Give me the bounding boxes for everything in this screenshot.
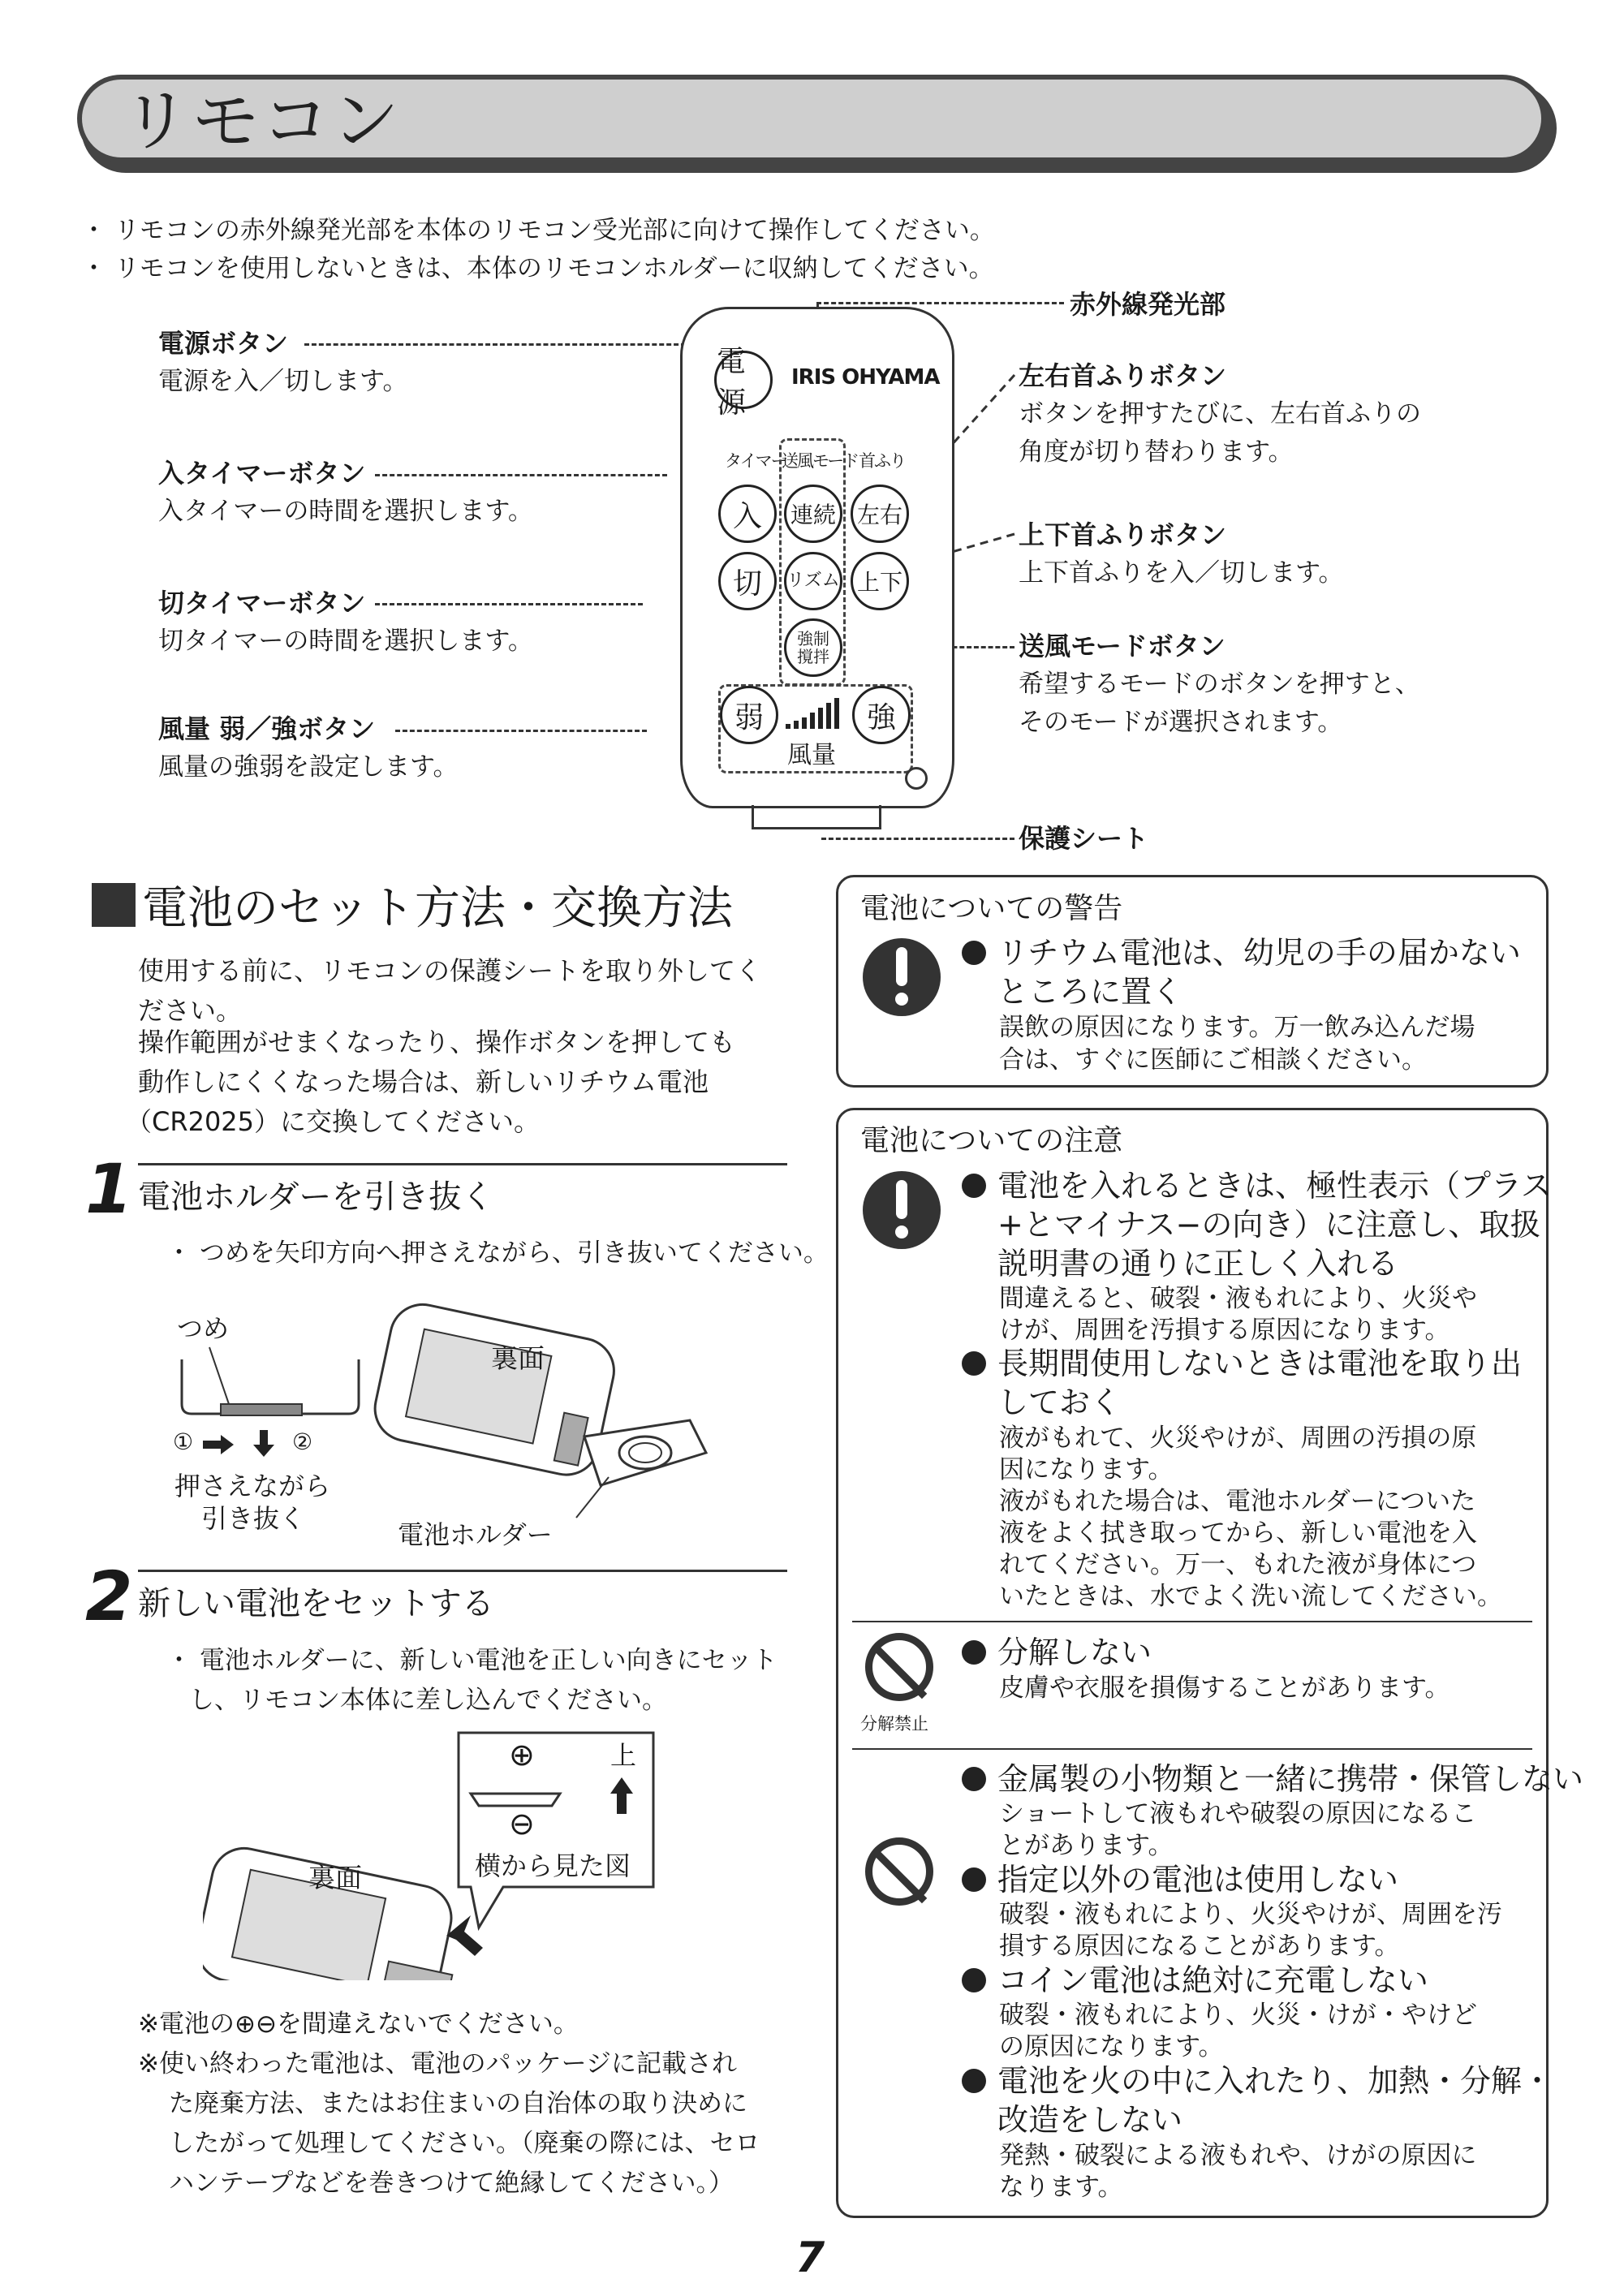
fan-label: 風量 bbox=[787, 741, 836, 769]
label-ir-title: 赤外線発光部 bbox=[1070, 289, 1226, 320]
timer-header: タイマー bbox=[725, 451, 786, 471]
label-on-timer-title: 入タイマーボタン bbox=[158, 458, 366, 489]
power-button[interactable]: 電源 bbox=[714, 351, 773, 409]
caution2-desc-2: 因になります。 bbox=[999, 1455, 1174, 1484]
fig-press-2: 引き抜く bbox=[201, 1503, 306, 1534]
note-2: ※使い終わった電池は、電池のパッケージに記載され bbox=[138, 2049, 738, 2078]
battery-section-title: 電池のセット方法・交換方法 bbox=[92, 875, 733, 943]
caution1-title-3: 説明書の通りに正しく入れる bbox=[997, 1246, 1399, 1282]
brand-logo: IRIS OHYAMA bbox=[791, 365, 940, 390]
caution2-title-2: しておく bbox=[997, 1385, 1122, 1420]
label-fan-title: 風量 弱／強ボタン bbox=[158, 713, 376, 744]
caution6-title: コイン電池は絶対に充電しない bbox=[962, 1961, 1428, 2000]
caution1-desc-1: 間違えると、破裂・液もれにより、火災や bbox=[999, 1284, 1477, 1313]
label-power-title: 電源ボタン bbox=[158, 328, 289, 359]
fan-level-icon bbox=[784, 698, 846, 730]
battery-intro-2: ださい。 bbox=[138, 995, 243, 1026]
fig-side-label: 横から見た図 bbox=[475, 1850, 631, 1881]
caution1-desc-2: けが、周囲を汚損する原因になります。 bbox=[999, 1316, 1450, 1345]
label-off-timer-title: 切タイマーボタン bbox=[158, 588, 366, 618]
label-mode-title: 送風モードボタン bbox=[1019, 631, 1226, 661]
caution3-title: 分解しない bbox=[962, 1633, 1152, 1672]
rhythm-button[interactable]: リズム bbox=[784, 552, 842, 610]
on-timer-button[interactable]: 入 bbox=[718, 485, 777, 543]
caution7-desc-1: 発熱・破裂による液もれや、けがの原因に bbox=[999, 2141, 1477, 2170]
step2-note-2: し、リモコン本体に差し込んでください。 bbox=[189, 1686, 667, 1715]
caution2-desc-4: 液をよく拭き取ってから、新しい電池を入 bbox=[999, 1518, 1477, 1548]
caution5-title: 指定以外の電池は使用しない bbox=[962, 1860, 1398, 1899]
warning-item-desc-2: 合は、すぐに医師にご相談ください。 bbox=[999, 1045, 1427, 1075]
caution7-title-2: 改造をしない bbox=[997, 2102, 1183, 2138]
warning-item-title-2: ところに置く bbox=[997, 974, 1183, 1010]
battery-intro-4: 動作しにくくなった場合は、新しいリチウム電池 bbox=[138, 1066, 709, 1097]
label-sheet-title: 保護シート bbox=[1019, 823, 1149, 854]
ir-receiver-icon bbox=[905, 767, 928, 790]
caution2-desc-1: 液がもれて、火災やけが、周囲の汚損の原 bbox=[999, 1424, 1477, 1453]
renzoku-button[interactable]: 連続 bbox=[784, 485, 842, 543]
protect-sheet bbox=[752, 805, 881, 829]
fig-circle-2: ② bbox=[292, 1428, 313, 1455]
fig-up-label: 上 bbox=[610, 1740, 637, 1771]
page-number: 7 bbox=[795, 2234, 825, 2282]
fan-weak-button[interactable]: 弱 bbox=[720, 686, 778, 744]
caution5-desc-2: 損する原因になることがあります。 bbox=[999, 1932, 1400, 1961]
label-on-timer-desc: 入タイマーの時間を選択します。 bbox=[158, 497, 533, 526]
label-power-desc: 電源を入／切します。 bbox=[158, 367, 408, 396]
note-5: ハンテープなどを巻きつけて絶縁してください。） bbox=[169, 2169, 734, 2198]
battery-intro-5: （CR2025）に交換してください。 bbox=[126, 1106, 541, 1137]
label-ud-title: 上下首ふりボタン bbox=[1019, 519, 1227, 550]
ud-swing-button[interactable]: 上下 bbox=[851, 552, 909, 610]
caution5-desc-1: 破裂・液もれにより、火災やけが、周囲を汚 bbox=[999, 1900, 1502, 1929]
step1-rule bbox=[138, 1163, 787, 1165]
warning-item-title-1: リチウム電池は、幼児の手の届かない bbox=[962, 933, 1521, 972]
caution1-title-2: +とマイナス−の向き）に注意し、取扱 bbox=[997, 1207, 1541, 1243]
fig-tsume-label: つめ bbox=[177, 1313, 230, 1344]
caution6-desc-2: の原因になります。 bbox=[999, 2032, 1224, 2061]
note-4: したがって処理してください。（廃棄の際には、セロ bbox=[169, 2129, 760, 2158]
page-title: リモコン bbox=[122, 81, 402, 161]
caution7-desc-2: なります。 bbox=[999, 2173, 1123, 2202]
caution-box-title: 電池についての注意 bbox=[860, 1124, 1123, 1157]
caution2-desc-5: れてください。万一、もれた液が身体につ bbox=[999, 1550, 1477, 1579]
label-ud-desc: 上下首ふりを入／切します。 bbox=[1019, 558, 1344, 588]
note-3: た廃棄方法、またはお住まいの自治体の取り決めに bbox=[169, 2089, 747, 2118]
label-mode-desc-2: そのモードが選択されます。 bbox=[1019, 708, 1343, 737]
fig-holder-label: 電池ホルダー bbox=[398, 1519, 553, 1550]
label-lr-desc-1: ボタンを押すたびに、左右首ふりの bbox=[1019, 399, 1421, 429]
fig-back-label: 裏面 bbox=[491, 1342, 545, 1374]
exclamation-icon bbox=[863, 938, 941, 1016]
label-fan-desc: 風量の強弱を設定します。 bbox=[158, 752, 459, 782]
fig2-back-label: 裏面 bbox=[308, 1862, 362, 1893]
caution2-title-1: 長期間使用しないときは電池を取り出 bbox=[962, 1344, 1522, 1383]
fig-press-1: 押さえながら bbox=[174, 1471, 331, 1501]
caution2-desc-3: 液がもれた場合は、電池ホルダーについた bbox=[999, 1487, 1476, 1516]
caution1-title-1: 電池を入れるときは、極性表示（プラス bbox=[962, 1166, 1552, 1205]
mode-header: 送風モード bbox=[782, 451, 859, 471]
lr-swing-button[interactable]: 左右 bbox=[851, 485, 909, 543]
off-timer-button[interactable]: 切 bbox=[718, 552, 777, 610]
warning-box-title: 電池についての警告 bbox=[860, 892, 1123, 925]
fig-circle-1: ① bbox=[173, 1428, 194, 1455]
caution4-desc-2: とがあります。 bbox=[999, 1831, 1174, 1860]
prohibited-icon bbox=[865, 1837, 933, 1906]
step2-note-1: ・ 電池ホルダーに、新しい電池を正しい向きにセット bbox=[166, 1646, 778, 1675]
caution3-desc: 皮膚や衣服を損傷することがあります。 bbox=[999, 1674, 1450, 1703]
caution4-title: 金属製の小物類と一緒に携帯・保管しない bbox=[962, 1760, 1583, 1798]
step1-note: ・ つめを矢印方向へ押さえながら、引き抜いてください。 bbox=[166, 1238, 829, 1268]
label-off-timer-desc: 切タイマーの時間を選択します。 bbox=[158, 627, 533, 656]
exclamation-icon bbox=[863, 1171, 941, 1249]
battery-intro-3: 操作範囲がせまくなったり、操作ボタンを押しても bbox=[138, 1027, 736, 1058]
battery-intro-1: 使用する前に、リモコンの保護シートを取り外してく bbox=[138, 955, 762, 986]
step2-number: 2 bbox=[85, 1557, 133, 1636]
note-1: ※電池の⊕⊖を間違えないでください。 bbox=[138, 2010, 579, 2039]
caution4-desc-1: ショートして液もれや破裂の原因になるこ bbox=[999, 1799, 1477, 1829]
swing-header: 首ふり bbox=[859, 451, 905, 471]
caution-divider-2 bbox=[852, 1748, 1532, 1750]
step2-rule bbox=[138, 1570, 787, 1572]
intro-line-1: ・ リモコンの赤外線発光部を本体のリモコン受光部に向けて操作してください。 bbox=[81, 216, 995, 245]
fig-plus: ⊕ bbox=[509, 1737, 535, 1773]
kyousei-button[interactable]: 強制 撹拌 bbox=[784, 618, 842, 677]
caution6-desc-1: 破裂・液もれにより、火災・けが・やけど bbox=[999, 2001, 1477, 2030]
disassembly-icon-label: 分解禁止 bbox=[860, 1714, 928, 1734]
fan-strong-button[interactable]: 強 bbox=[852, 686, 911, 744]
step1-number: 1 bbox=[85, 1149, 133, 1229]
disassembly-prohibited-icon bbox=[865, 1633, 933, 1701]
label-lr-desc-2: 角度が切り替わります。 bbox=[1019, 437, 1294, 467]
label-lr-title: 左右首ふりボタン bbox=[1019, 360, 1227, 391]
caution7-title-1: 電池を火の中に入れたり、加熱・分解・ bbox=[962, 2061, 1553, 2100]
caution-divider-1 bbox=[852, 1621, 1532, 1622]
intro-line-2: ・ リモコンを使用しないときは、本体のリモコンホルダーに収納してください。 bbox=[81, 254, 994, 283]
step2-title: 新しい電池をセットする bbox=[138, 1585, 494, 1622]
label-mode-desc-1: 希望するモードのボタンを押すと、 bbox=[1019, 670, 1420, 699]
warning-item-desc-1: 誤飲の原因になります。万一飲み込んだ場 bbox=[999, 1013, 1475, 1042]
caution2-desc-6: いたときは、水でよく洗い流してください。 bbox=[999, 1582, 1502, 1611]
step1-title: 電池ホルダーを引き抜く bbox=[138, 1178, 494, 1216]
fig-minus: ⊖ bbox=[509, 1806, 535, 1842]
